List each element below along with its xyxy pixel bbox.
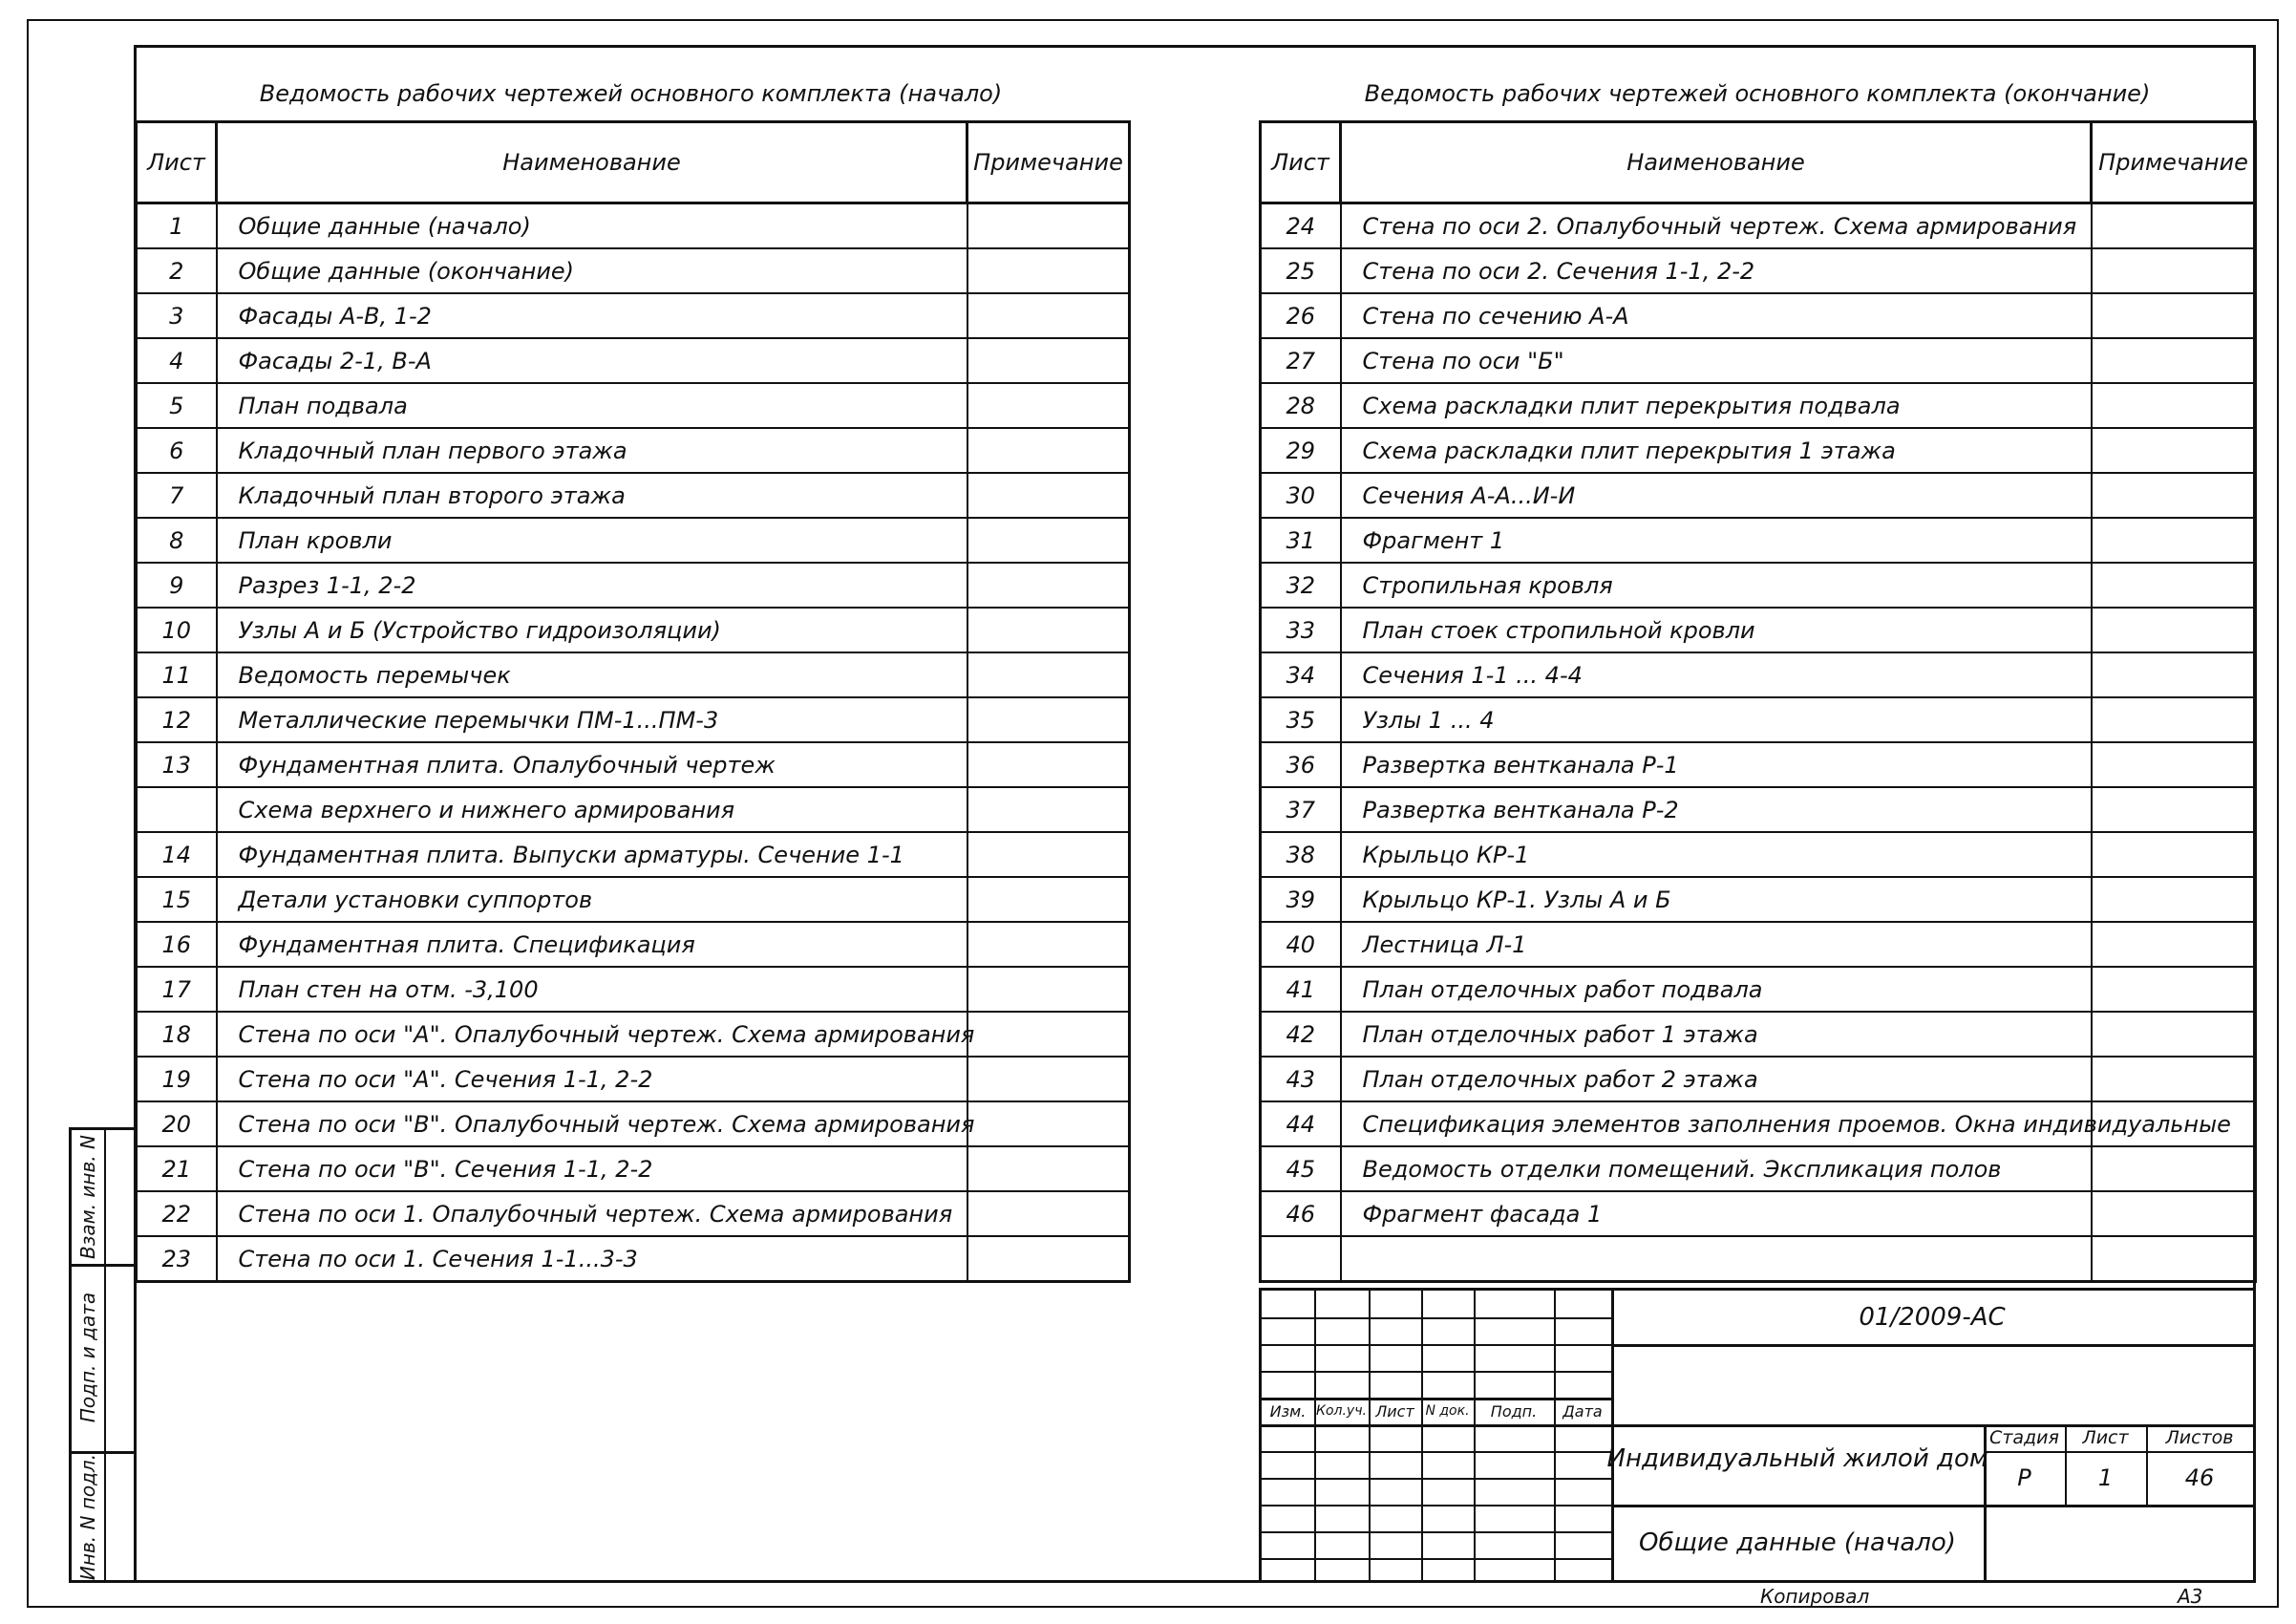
sheet-label: Лист bbox=[2082, 1427, 2129, 1448]
sheet-number-cell: 26 bbox=[1261, 293, 1341, 338]
table-row bbox=[137, 473, 1130, 518]
note-cell bbox=[967, 1191, 1130, 1236]
table-row bbox=[137, 877, 1130, 922]
header-note: Примечание bbox=[967, 122, 1130, 203]
sheet-number-cell: 41 bbox=[1261, 967, 1341, 1012]
sheet-number-cell: 21 bbox=[137, 1146, 217, 1191]
table-row bbox=[1261, 697, 2256, 742]
note-cell bbox=[2092, 787, 2256, 832]
sheet-number-cell: 34 bbox=[1261, 652, 1341, 697]
drawing-name-cell: Стена по оси 2. Сечения 1-1, 2-2 bbox=[1341, 248, 2092, 293]
sheet-number-cell: 20 bbox=[137, 1101, 217, 1146]
stage-label: Стадия bbox=[1989, 1427, 2059, 1448]
table-row bbox=[1261, 248, 2256, 293]
drawing-name-cell: Стена по оси 1. Сечения 1-1...3-3 bbox=[217, 1236, 967, 1282]
drawing-name-cell: План кровли bbox=[217, 518, 967, 563]
table-row bbox=[1261, 383, 2256, 428]
sheet-number-cell: 9 bbox=[137, 563, 217, 608]
sheet-number-cell: 14 bbox=[137, 832, 217, 877]
table-row bbox=[1261, 967, 2256, 1012]
drawing-name-cell: Схема раскладки плит перекрытия 1 этажа bbox=[1341, 428, 2092, 473]
table-row bbox=[1261, 742, 2256, 787]
col-podp-label: Подп. bbox=[1490, 1401, 1538, 1421]
table-row bbox=[137, 203, 1130, 249]
col-izm-label: Изм. bbox=[1269, 1401, 1307, 1421]
drawing-name-cell: Фасады 2-1, В-А bbox=[217, 338, 967, 383]
drawing-name-cell: Кладочный план первого этажа bbox=[217, 428, 967, 473]
drawing-name-cell: Спецификация элементов заполнения проемов. Окна индивидуальные bbox=[1341, 1101, 2092, 1146]
sheet-number-cell: 46 bbox=[1261, 1191, 1341, 1236]
sheet-number-cell bbox=[1261, 1236, 1341, 1282]
document-code: 01/2009-АС bbox=[1859, 1303, 2006, 1332]
note-cell bbox=[2092, 1236, 2256, 1282]
col-kol-label: Кол.уч. bbox=[1316, 1403, 1367, 1419]
note-cell bbox=[967, 742, 1130, 787]
table-header-row bbox=[137, 122, 1130, 203]
drawing-name-cell: Ведомость перемычек bbox=[217, 652, 967, 697]
table-row bbox=[1261, 293, 2256, 338]
col-data-label: Дата bbox=[1563, 1401, 1603, 1421]
sheet-number-cell: 17 bbox=[137, 967, 217, 1012]
drawing-name-cell: План отделочных работ 1 этажа bbox=[1341, 1012, 2092, 1057]
drawing-name-cell: Схема раскладки плит перекрытия подвала bbox=[1341, 383, 2092, 428]
table-row bbox=[1261, 338, 2256, 383]
drawing-name-cell: Сечения 1-1 ... 4-4 bbox=[1341, 652, 2092, 697]
note-cell bbox=[2092, 922, 2256, 967]
side-label-podp-data: Подп. и дата bbox=[76, 1292, 99, 1423]
table-row bbox=[137, 1057, 1130, 1101]
drawings-list-table-end bbox=[1259, 120, 2257, 1283]
drawings-list-table-start bbox=[135, 120, 1131, 1283]
header-note: Примечание bbox=[2092, 122, 2256, 203]
sheet-number-cell: 40 bbox=[1261, 922, 1341, 967]
header-sheet: Лист bbox=[1261, 122, 1341, 203]
note-cell bbox=[967, 1236, 1130, 1282]
sheet-number-cell: 2 bbox=[137, 248, 217, 293]
table-row bbox=[137, 608, 1130, 652]
table-row bbox=[1261, 1012, 2256, 1057]
drawing-name-cell: План стен на отм. -3,100 bbox=[217, 967, 967, 1012]
drawing-name-cell: Стена по оси 2. Опалубочный чертеж. Схема армирования bbox=[1341, 203, 2092, 249]
note-cell bbox=[2092, 832, 2256, 877]
sheet-number-cell: 30 bbox=[1261, 473, 1341, 518]
sheet-number-cell: 44 bbox=[1261, 1101, 1341, 1146]
table-row bbox=[137, 967, 1130, 1012]
note-cell bbox=[2092, 518, 2256, 563]
note-cell bbox=[2092, 1146, 2256, 1191]
note-cell bbox=[2092, 563, 2256, 608]
sheet-number-cell: 43 bbox=[1261, 1057, 1341, 1101]
sheet-number-cell: 45 bbox=[1261, 1146, 1341, 1191]
sheet-number-cell: 42 bbox=[1261, 1012, 1341, 1057]
note-cell bbox=[2092, 473, 2256, 518]
drawing-name-cell: Узлы 1 ... 4 bbox=[1341, 697, 2092, 742]
sheet-number-cell: 15 bbox=[137, 877, 217, 922]
note-cell bbox=[2092, 293, 2256, 338]
note-cell bbox=[967, 383, 1130, 428]
drawing-name-cell: Крыльцо КР-1 bbox=[1341, 832, 2092, 877]
side-label-vzam-inv: Взам. инв. N bbox=[76, 1135, 100, 1259]
table-row bbox=[137, 922, 1130, 967]
sheet-number-cell: 35 bbox=[1261, 697, 1341, 742]
table-row bbox=[137, 1146, 1130, 1191]
table-row bbox=[1261, 1057, 2256, 1101]
sheet-number-cell: 6 bbox=[137, 428, 217, 473]
drawing-name-cell: Фундаментная плита. Спецификация bbox=[217, 922, 967, 967]
note-cell bbox=[967, 1101, 1130, 1146]
note-cell bbox=[2092, 203, 2256, 249]
note-cell bbox=[967, 1012, 1130, 1057]
side-label-inv-podl: Инв. N подл. bbox=[76, 1453, 100, 1581]
sheet-name: Общие данные (начало) bbox=[1639, 1528, 1956, 1557]
table-row bbox=[137, 1191, 1130, 1236]
drawing-name-cell: Стена по оси "А". Опалубочный чертеж. Схема армирования bbox=[217, 1012, 967, 1057]
table-row bbox=[137, 832, 1130, 877]
table-row bbox=[137, 742, 1130, 787]
table-row bbox=[1261, 1146, 2256, 1191]
table-row bbox=[1261, 563, 2256, 608]
note-cell bbox=[967, 922, 1130, 967]
sheet-value: 1 bbox=[2097, 1464, 2114, 1491]
sheet-number-cell: 19 bbox=[137, 1057, 217, 1101]
header-name: Наименование bbox=[217, 122, 967, 203]
table-row bbox=[1261, 922, 2256, 967]
sheet-number-cell: 12 bbox=[137, 697, 217, 742]
table-row bbox=[137, 293, 1130, 338]
note-cell bbox=[2092, 383, 2256, 428]
sheet-number-cell: 13 bbox=[137, 742, 217, 787]
drawing-name-cell: Фундаментная плита. Опалубочный чертеж bbox=[217, 742, 967, 787]
note-cell bbox=[967, 877, 1130, 922]
note-cell bbox=[2092, 742, 2256, 787]
note-cell bbox=[2092, 967, 2256, 1012]
table-row bbox=[1261, 203, 2256, 249]
sheet-number-cell: 28 bbox=[1261, 383, 1341, 428]
table-header-row bbox=[1261, 122, 2256, 203]
note-cell bbox=[2092, 608, 2256, 652]
drawing-name-cell: Стропильная кровля bbox=[1341, 563, 2092, 608]
note-cell bbox=[967, 1057, 1130, 1101]
table-row bbox=[137, 248, 1130, 293]
right-table-title: Ведомость рабочих чертежей основного комплекта (окончание) bbox=[1364, 80, 2151, 107]
table-row bbox=[1261, 877, 2256, 922]
sheet-number-cell: 11 bbox=[137, 652, 217, 697]
note-cell bbox=[2092, 1012, 2256, 1057]
sheet-number-cell: 23 bbox=[137, 1236, 217, 1282]
table-row bbox=[137, 428, 1130, 473]
sheet-number-cell: 33 bbox=[1261, 608, 1341, 652]
table-row bbox=[1261, 1101, 2256, 1146]
table-row bbox=[137, 697, 1130, 742]
title-block bbox=[1259, 1288, 2256, 1583]
table-row bbox=[137, 787, 1130, 832]
side-stamp bbox=[69, 1127, 137, 1583]
note-cell bbox=[2092, 877, 2256, 922]
drawing-name-cell: Детали установки суппортов bbox=[217, 877, 967, 922]
object-name: Индивидуальный жилой дом bbox=[1606, 1444, 1988, 1473]
sheet-number-cell: 3 bbox=[137, 293, 217, 338]
sheet-number-cell: 4 bbox=[137, 338, 217, 383]
note-cell bbox=[967, 248, 1130, 293]
table-row bbox=[137, 1236, 1130, 1282]
note-cell bbox=[2092, 697, 2256, 742]
drawing-name-cell: План подвала bbox=[217, 383, 967, 428]
drawing-name-cell: Кладочный план второго этажа bbox=[217, 473, 967, 518]
drawing-name-cell: Развертка вентканала Р-2 bbox=[1341, 787, 2092, 832]
sheets-label: Листов bbox=[2165, 1427, 2234, 1448]
drawing-name-cell: Фрагмент фасада 1 bbox=[1341, 1191, 2092, 1236]
sheet-number-cell: 16 bbox=[137, 922, 217, 967]
col-list-label: Лист bbox=[1375, 1401, 1414, 1421]
drawing-name-cell: Стена по сечению А-А bbox=[1341, 293, 2092, 338]
drawing-name-cell: Развертка вентканала Р-1 bbox=[1341, 742, 2092, 787]
drawing-name-cell: Фрагмент 1 bbox=[1341, 518, 2092, 563]
sheets-value: 46 bbox=[2184, 1464, 2215, 1491]
note-cell bbox=[2092, 248, 2256, 293]
note-cell bbox=[2092, 1057, 2256, 1101]
table-row bbox=[1261, 473, 2256, 518]
drawing-name-cell: Стена по оси "Б" bbox=[1341, 338, 2092, 383]
sheet-number-cell: 5 bbox=[137, 383, 217, 428]
note-cell bbox=[2092, 428, 2256, 473]
sheet-number-cell: 27 bbox=[1261, 338, 1341, 383]
sheet-number-cell: 39 bbox=[1261, 877, 1341, 922]
note-cell bbox=[967, 428, 1130, 473]
drawing-name-cell: Крыльцо КР-1. Узлы А и Б bbox=[1341, 877, 2092, 922]
drawing-name-cell: План стоек стропильной кровли bbox=[1341, 608, 2092, 652]
drawing-name-cell: Стена по оси "В". Опалубочный чертеж. Схема армирования bbox=[217, 1101, 967, 1146]
sheet-number-cell: 37 bbox=[1261, 787, 1341, 832]
left-table-title: Ведомость рабочих чертежей основного комплекта (начало) bbox=[259, 80, 1003, 107]
note-cell bbox=[967, 338, 1130, 383]
table-row bbox=[1261, 787, 2256, 832]
sheet-number-cell: 32 bbox=[1261, 563, 1341, 608]
note-cell bbox=[967, 293, 1130, 338]
drawing-name-cell: Разрез 1-1, 2-2 bbox=[217, 563, 967, 608]
table-row bbox=[1261, 518, 2256, 563]
sheet-number-cell: 29 bbox=[1261, 428, 1341, 473]
sheet-number-cell: 22 bbox=[137, 1191, 217, 1236]
sheet-number-cell: 24 bbox=[1261, 203, 1341, 249]
drawing-name-cell: Стена по оси "А". Сечения 1-1, 2-2 bbox=[217, 1057, 967, 1101]
note-cell bbox=[967, 608, 1130, 652]
table-row bbox=[1261, 832, 2256, 877]
table-row bbox=[137, 1012, 1130, 1057]
note-cell bbox=[967, 473, 1130, 518]
table-row bbox=[137, 1101, 1130, 1146]
drawing-name-cell: План отделочных работ 2 этажа bbox=[1341, 1057, 2092, 1101]
drawing-name-cell: Фасады А-В, 1-2 bbox=[217, 293, 967, 338]
format-label: А3 bbox=[2178, 1585, 2203, 1608]
drawing-name-cell: Схема верхнего и нижнего армирования bbox=[217, 787, 967, 832]
table-row bbox=[137, 338, 1130, 383]
drawing-name-cell: План отделочных работ подвала bbox=[1341, 967, 2092, 1012]
sheet-number-cell: 38 bbox=[1261, 832, 1341, 877]
sheet-number-cell: 1 bbox=[137, 203, 217, 249]
note-cell bbox=[967, 832, 1130, 877]
sheet-number-cell: 25 bbox=[1261, 248, 1341, 293]
note-cell bbox=[967, 563, 1130, 608]
drawing-name-cell: Стена по оси 1. Опалубочный чертеж. Схема армирования bbox=[217, 1191, 967, 1236]
note-cell bbox=[967, 203, 1130, 249]
note-cell bbox=[967, 518, 1130, 563]
header-name: Наименование bbox=[1341, 122, 2092, 203]
table-row bbox=[137, 518, 1130, 563]
table-row bbox=[137, 383, 1130, 428]
drawing-name-cell: Общие данные (начало) bbox=[217, 203, 967, 249]
sheet-number-cell: 7 bbox=[137, 473, 217, 518]
sheet-number-cell: 10 bbox=[137, 608, 217, 652]
table-row bbox=[1261, 652, 2256, 697]
table-row bbox=[1261, 608, 2256, 652]
copied-label: Копировал bbox=[1760, 1585, 1870, 1608]
drawing-name-cell: Сечения А-А...И-И bbox=[1341, 473, 2092, 518]
table-row bbox=[137, 563, 1130, 608]
stage-value: Р bbox=[2017, 1464, 2031, 1491]
sheet-number-cell bbox=[137, 787, 217, 832]
sheet-number-cell: 8 bbox=[137, 518, 217, 563]
col-ndok-label: N док. bbox=[1425, 1403, 1470, 1419]
note-cell bbox=[2092, 652, 2256, 697]
note-cell bbox=[967, 967, 1130, 1012]
table-row bbox=[1261, 1191, 2256, 1236]
table-row bbox=[1261, 1236, 2256, 1282]
note-cell bbox=[967, 697, 1130, 742]
drawing-name-cell: Лестница Л-1 bbox=[1341, 922, 2092, 967]
sheet-number-cell: 18 bbox=[137, 1012, 217, 1057]
drawing-name-cell: Ведомость отделки помещений. Экспликация полов bbox=[1341, 1146, 2092, 1191]
sheet-number-cell: 31 bbox=[1261, 518, 1341, 563]
drawing-name-cell bbox=[1341, 1236, 2092, 1282]
note-cell bbox=[2092, 1191, 2256, 1236]
note-cell bbox=[967, 787, 1130, 832]
drawing-name-cell: Стена по оси "В". Сечения 1-1, 2-2 bbox=[217, 1146, 967, 1191]
header-sheet: Лист bbox=[137, 122, 217, 203]
drawing-name-cell: Металлические перемычки ПМ-1...ПМ-3 bbox=[217, 697, 967, 742]
table-row bbox=[137, 652, 1130, 697]
drawing-name-cell: Фундаментная плита. Выпуски арматуры. Сечение 1-1 bbox=[217, 832, 967, 877]
note-cell bbox=[967, 1146, 1130, 1191]
note-cell bbox=[2092, 338, 2256, 383]
drawing-name-cell: Узлы А и Б (Устройство гидроизоляции) bbox=[217, 608, 967, 652]
note-cell bbox=[967, 652, 1130, 697]
drawing-name-cell: Общие данные (окончание) bbox=[217, 248, 967, 293]
table-row bbox=[1261, 428, 2256, 473]
sheet-number-cell: 36 bbox=[1261, 742, 1341, 787]
